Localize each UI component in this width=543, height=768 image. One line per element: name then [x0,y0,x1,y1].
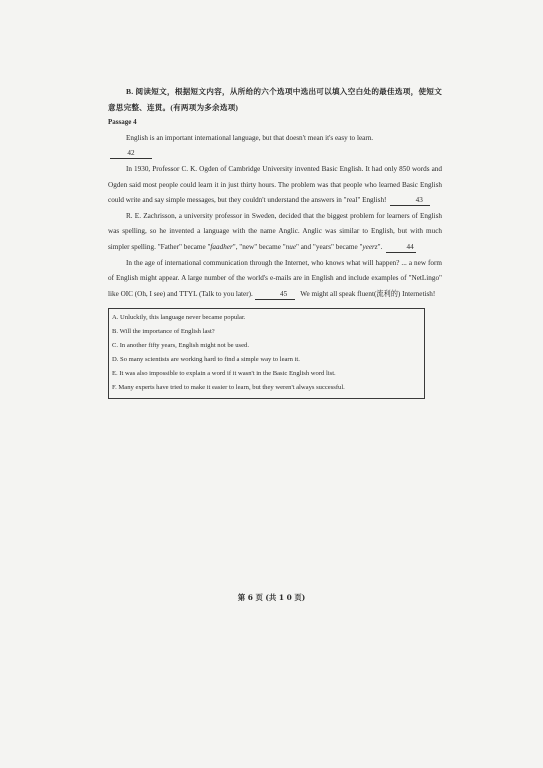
option-e: E. It was also impossible to explain a word if it wasn't in the Basic English word list. [112,370,336,378]
option-a: A. Unluckily, this language never became popular. [112,314,246,322]
blank-43: 43 [390,195,430,206]
option-c: C. In another fifty years, English might not be used. [112,342,249,350]
passage-content [108,84,442,399]
paragraph-2 [108,162,442,209]
paragraph-3-text-a: R. E. Zachrisson, a university professor in Sweden, decided that the biggest problem for learners of English was spelling, so he invented a language with the name Anglic. Anglic was similar to English, but with much simpler spelling. "Father" became " [108,211,442,251]
paragraph-4 [108,256,442,303]
paragraph-1 [108,131,442,147]
anglic-word-faadher: faadher [210,242,233,251]
blank-45: 45 [255,289,295,300]
option-b: B. Will the importance of English last? [112,328,215,336]
passage-title: Passage 4 [108,118,137,127]
section-instructions: B. 阅读短文，根据短文内容，从所给的六个选项中选出可以填入空白处的最佳选项，使短文意思完整、连贯。(有两项为多余选项) [108,87,442,112]
paragraph-3-text-d: ". [377,242,383,251]
paragraph-3-text-b: ", "new" became " [232,242,286,251]
anglic-word-yeerz: yeerz [362,242,378,251]
page-number: 第 6 页 (共 1 0 页) [237,593,306,602]
option-d: D. So many scientists are working hard to find a simple way to learn it. [112,356,300,364]
paragraph-3-text-c: " and "years" became " [296,242,363,251]
blank-42: 42 [110,148,152,159]
paragraph-3 [108,209,442,256]
blank-44: 44 [386,242,416,253]
option-f: F. Many experts have tried to make it easier to learn, but they weren't always successful. [112,384,345,392]
options-box [108,308,425,399]
paragraph-2-text: In 1930, Professor C. K. Ogden of Cambridge University invented Basic English. It had only 850 words and Ogden said most people could learn it in just thirty hours. The problem was that people who learned Basic English could write and say simple messages, but they couldn't understand the answers in "real" English! [108,164,442,205]
paragraph-1-text: English is an important international language, but that doesn't mean it's easy to learn. [126,133,374,142]
anglic-word-nue: nue [285,242,297,251]
paragraph-4-text: In the age of international communication through the Internet, who knows what will happen? ... a new form of English might appear. A large number of the world's e-mails are in English and include examples of "NetLingo" like OIC (Oh, I see) and TTYL (Talk to you later). [108,258,442,298]
paragraph-1-blank-line [108,146,442,162]
paragraph-4-text-end: We might all speak fluent(流利的) Internetish! [300,289,436,298]
